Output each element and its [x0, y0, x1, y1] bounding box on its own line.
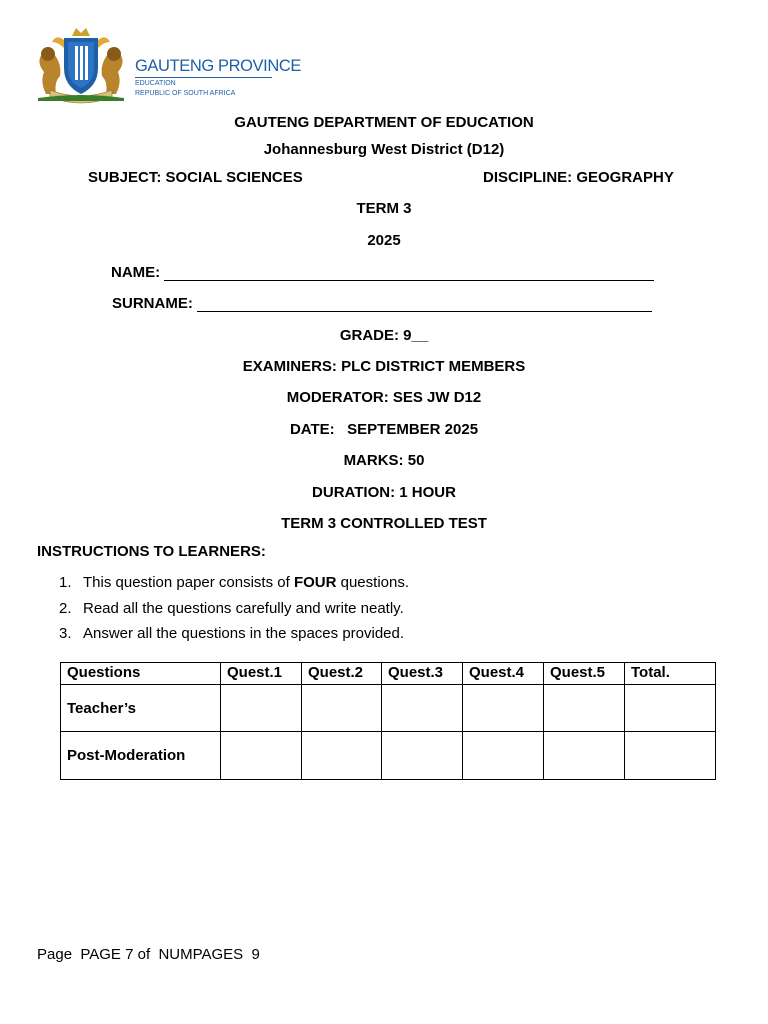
table-header-cell: Quest.4	[463, 663, 544, 685]
mark-cell[interactable]	[463, 685, 544, 732]
department-title: GAUTENG DEPARTMENT OF EDUCATION	[234, 114, 534, 131]
surname-field[interactable]	[112, 295, 652, 312]
instruction-item	[37, 600, 409, 626]
instruction-text-pre: This question paper consists of	[83, 574, 294, 591]
district-title: Johannesburg West District (D12)	[263, 141, 505, 158]
term-label: TERM 3	[356, 200, 412, 217]
name-underline[interactable]	[164, 266, 654, 281]
table-row	[61, 732, 716, 780]
gauteng-logo	[34, 24, 301, 104]
mark-cell[interactable]	[221, 685, 302, 732]
mark-cell[interactable]	[221, 732, 302, 780]
subject-label: SUBJECT: SOCIAL SCIENCES	[88, 169, 303, 186]
row-label: Post-Moderation	[61, 732, 221, 780]
instruction-number: 3.	[59, 625, 72, 642]
table-header-cell: Quest.2	[302, 663, 382, 685]
year-label: 2025	[367, 232, 401, 249]
instruction-item	[37, 625, 409, 651]
logo-education: EDUCATION	[135, 80, 176, 87]
mark-cell[interactable]	[544, 685, 625, 732]
instruction-item	[37, 574, 409, 600]
table-header-row	[61, 663, 716, 685]
table-header-cell: Questions	[61, 663, 221, 685]
row-label: Teacher’s	[61, 685, 221, 732]
date-label: DATE: SEPTEMBER 2025	[289, 421, 479, 438]
mark-cell[interactable]	[382, 732, 463, 780]
duration-label: DURATION: 1 HOUR	[312, 484, 456, 501]
instruction-number: 2.	[59, 599, 72, 617]
mark-cell[interactable]	[302, 732, 382, 780]
name-field[interactable]	[111, 264, 654, 281]
mark-cell[interactable]	[382, 685, 463, 732]
mark-cell[interactable]	[463, 732, 544, 780]
mark-cell[interactable]	[544, 732, 625, 780]
instructions-list	[37, 574, 409, 651]
surname-label: SURNAME:	[112, 295, 193, 312]
examiners-label: EXAMINERS: PLC DISTRICT MEMBERS	[242, 358, 526, 375]
logo-province-name: GAUTENG PROVINCE	[135, 57, 301, 75]
logo-rule	[135, 77, 272, 78]
table-header-cell: Total.	[625, 663, 716, 685]
marks-table	[60, 662, 716, 780]
table-row	[61, 685, 716, 732]
marks-label: MARKS: 50	[343, 452, 425, 469]
coat-of-arms-icon	[34, 24, 129, 104]
logo-country: REPUBLIC OF SOUTH AFRICA	[135, 90, 236, 97]
page-footer: Page PAGE 7 of NUMPAGES 9	[37, 946, 260, 963]
mark-cell[interactable]	[625, 732, 716, 780]
instruction-text-bold: FOUR	[293, 574, 337, 591]
instruction-text-post: questions.	[336, 574, 409, 591]
mark-cell[interactable]	[302, 685, 382, 732]
instructions-title: INSTRUCTIONS TO LEARNERS:	[37, 543, 266, 560]
discipline-label: DISCIPLINE: GEOGRAPHY	[483, 169, 674, 186]
name-label: NAME:	[111, 264, 161, 281]
grade-label: GRADE: 9__	[339, 327, 429, 344]
surname-underline[interactable]	[197, 297, 652, 312]
instruction-number: 1.	[59, 574, 72, 591]
test-title: TERM 3 CONTROLLED TEST	[281, 515, 487, 532]
mark-cell[interactable]	[625, 685, 716, 732]
instruction-text: Answer all the questions in the spaces provided.	[83, 625, 405, 642]
instruction-text: Read all the questions carefully and write neatly.	[83, 599, 404, 617]
table-header-cell: Quest.3	[382, 663, 463, 685]
moderator-label: MODERATOR: SES JW D12	[286, 389, 482, 406]
table-header-cell: Quest.1	[221, 663, 302, 685]
table-header-cell: Quest.5	[544, 663, 625, 685]
